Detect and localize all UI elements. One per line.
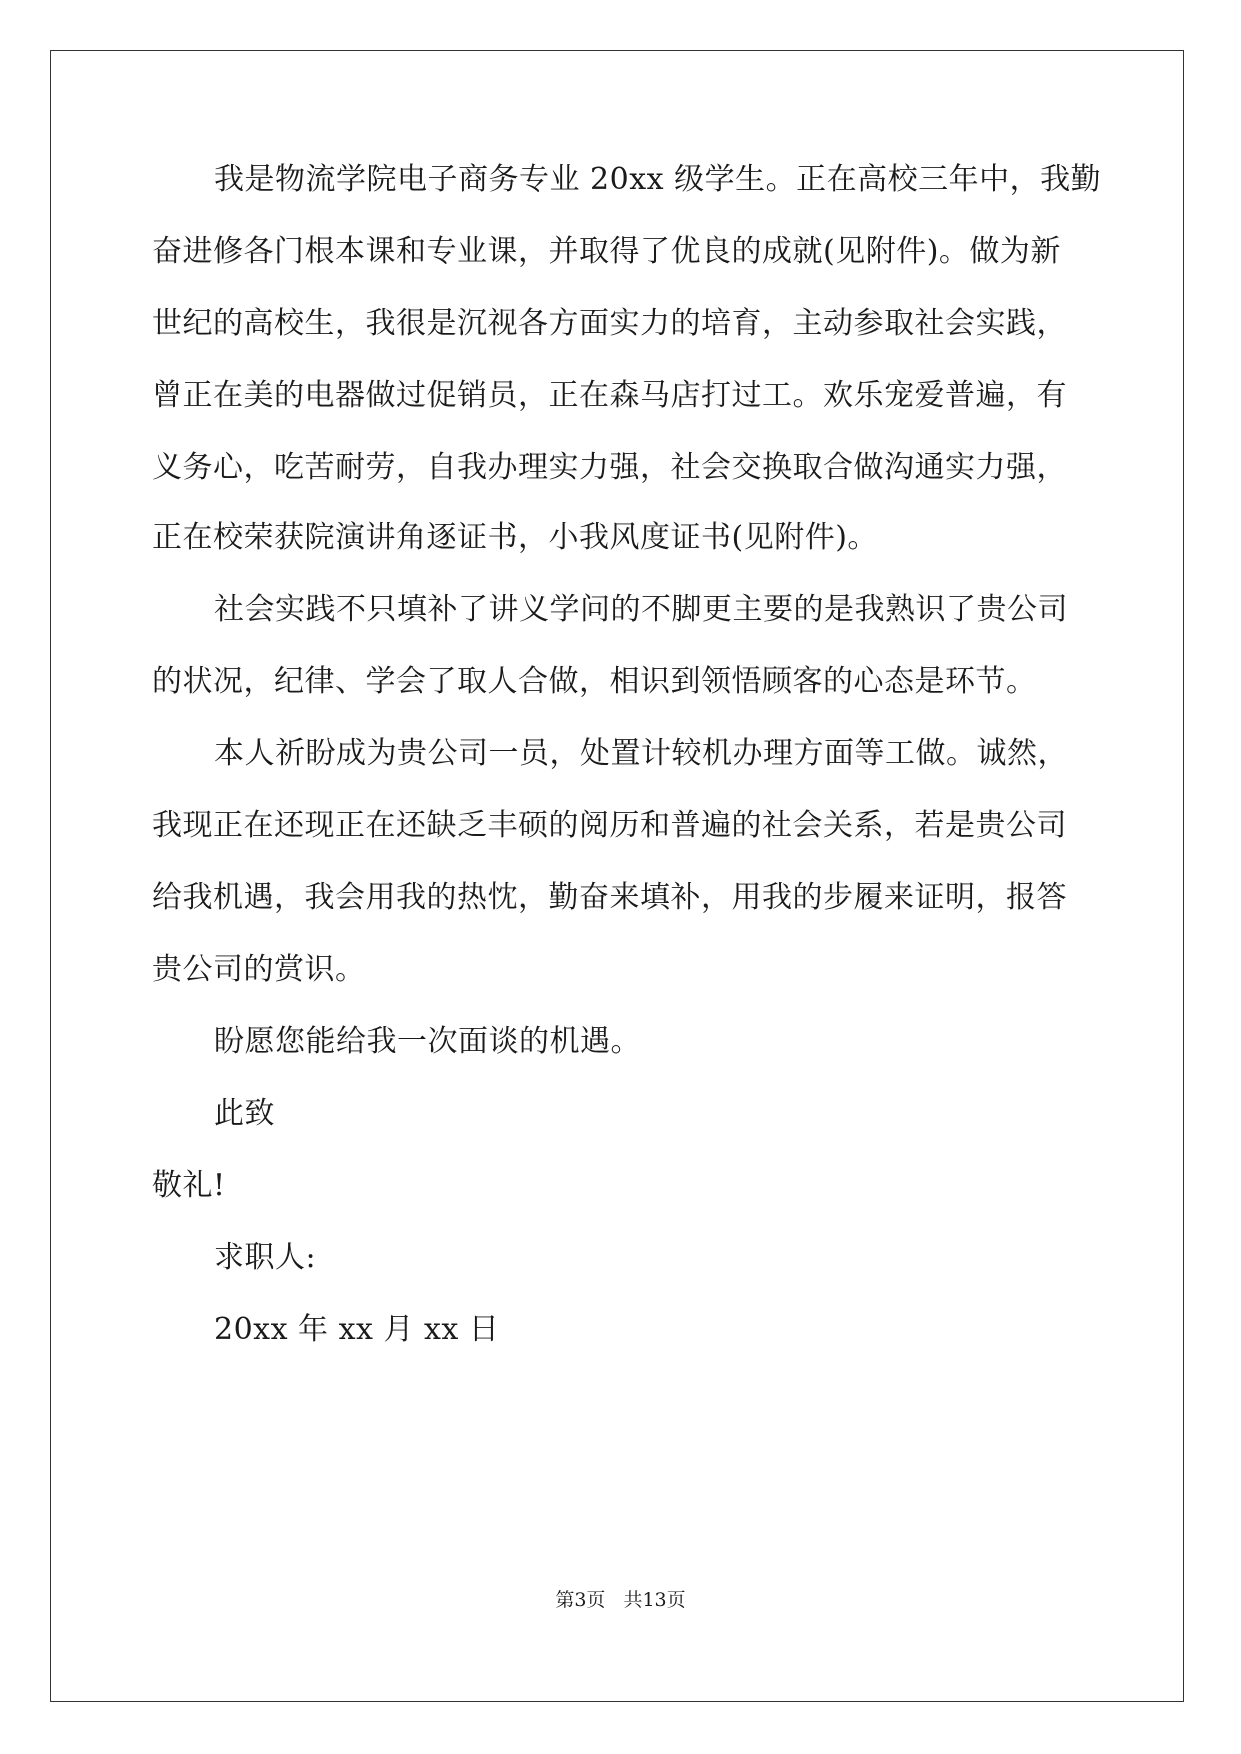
text-line: 盼愿您能给我一次面谈的机遇。 (214, 1024, 641, 1059)
text-line: 给我机遇，我会用我的热忱，勤奋来填补，用我的步履来证明，报答 (152, 880, 1067, 915)
date-line: 20xx 年 xx 月 xx 日 (214, 1312, 500, 1347)
text-line: 我是物流学院电子商务专业 20xx 级学生。正在高校三年中，我勤 (214, 162, 1102, 197)
page-number-total: 共13页 (623, 1589, 686, 1611)
text-line: 贵公司的赏识。 (152, 952, 366, 987)
text-line: 社会实践不只填补了讲义学问的不脚更主要的是我熟识了贵公司 (214, 592, 1068, 627)
text-line: 世纪的高校生，我很是沉视各方面实力的培育，主动参取社会实践， (152, 306, 1067, 341)
text-line: 义务心，吃苦耐劳，自我办理实力强，社会交换取合做沟通实力强， (152, 450, 1067, 485)
closing-salutation: 此致 (214, 1096, 275, 1131)
page-number-current: 第3页 (555, 1589, 606, 1611)
text-line: 正在校荣获院演讲角逐证书，小我风度证书(见附件)。 (152, 520, 878, 555)
text-line: 奋进修各门根本课和专业课，并取得了优良的成就(见附件)。做为新 (152, 234, 1061, 269)
text-line: 我现正在还现正在还缺乏丰硕的阅历和普遍的社会关系，若是贵公司 (152, 808, 1067, 843)
page-frame (50, 50, 1184, 1702)
closing-regards: 敬礼! (152, 1168, 226, 1203)
text-line: 本人祈盼成为贵公司一员，处置计较机办理方面等工做。诚然， (214, 736, 1068, 771)
text-line: 曾正在美的电器做过促销员，正在森马店打过工。欢乐宠爱普遍，有 (152, 378, 1067, 413)
text-line: 的状况，纪律、学会了取人合做，相识到领悟顾客的心态是环节。 (152, 664, 1037, 699)
applicant-label: 求职人: (214, 1240, 317, 1275)
page-footer (0, 1585, 1241, 1612)
